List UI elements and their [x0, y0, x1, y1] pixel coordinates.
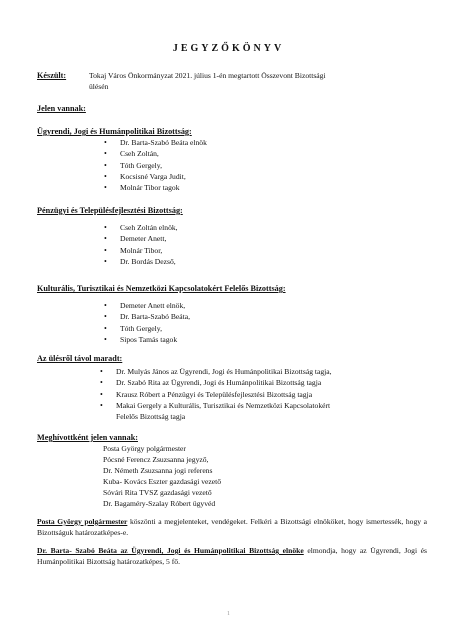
absent-heading: Az ülésről távol maradt: — [37, 354, 123, 363]
member-item: • Cseh Zoltán elnök, — [104, 222, 178, 233]
absent-item: • Krausz Róbert a Pénzügyi és Településfejlesztési Bizottság tagja — [100, 389, 332, 400]
paragraph-quorum — [37, 546, 427, 567]
absent-item: • Dr. Mulyás János az Ügyrendi, Jogi és Humánpolitikai Bizottság tagja, — [100, 366, 332, 377]
invited-item: Kuba- Kovács Eszter gazdasági vezető — [103, 477, 222, 486]
keszult-text-line2: ülésén — [89, 82, 109, 91]
absent-item-continuation: Felelős Bizottság tagja — [116, 412, 186, 422]
member-item: • Dr. Bordás Dezső, — [104, 256, 178, 267]
page-title: JEGYZŐKÖNYV — [172, 43, 285, 54]
member-item: • Dr. Barta-Szabó Beáta, — [104, 311, 190, 322]
paragraph-opening — [37, 517, 427, 538]
keszult-label: Készült: — [37, 71, 67, 80]
member-item: • Tóth Gergely, — [104, 160, 207, 171]
member-item: • Demeter Anett, — [104, 233, 178, 244]
paragraph-text: köszönti a megjelenteket, vendégeket. Felkéri a Bizottsági elnököket, hogy ismertessék, hogy a Bizottságuk határozatképes-e. — [37, 517, 427, 537]
committee-heading: Ügyrendi, Jogi és Humánpolitikai Bizottság: — [37, 127, 192, 136]
keszult-text-line1: Tokaj Város Önkormányzat 2021. július 1-én megtartott Összevont Bizottsági — [89, 71, 326, 80]
speaker-name: Dr. Barta- Szabó Beáta az Ügyrendi, Jogi és Humánpolitikai Bizottság elnöke — [37, 546, 304, 555]
member-item: • Sipos Tamás tagok — [104, 334, 190, 345]
committee-member-list — [104, 300, 190, 345]
absent-item: • Makai Gergely a Kulturális, Turisztikai és Nemzetközi Kapcsolatokért — [100, 400, 332, 411]
speaker-name: Posta György polgármester — [37, 517, 128, 526]
jelen-vannak-heading: Jelen vannak: — [37, 104, 86, 113]
invited-item: Pócsné Ferencz Zsuzsanna jegyző, — [103, 455, 209, 464]
member-item: • Molnár Tibor tagok — [104, 182, 207, 193]
committee-member-list — [104, 137, 207, 193]
member-item: • Kocsisné Varga Judit, — [104, 171, 207, 182]
absent-list — [100, 366, 332, 422]
paragraph-text: elmondja, hogy az Ügyrendi, Jogi és Humánpolitikai Bizottság határozatképes, 5 fő. — [37, 546, 427, 566]
absent-item: • Dr. Szabó Rita az Ügyrendi, Jogi és Humánpolitikai Bizottság tagja — [100, 377, 332, 388]
invited-list — [103, 443, 221, 509]
committee-heading: Pénzügyi és Településfejlesztési Bizottság: — [37, 206, 183, 215]
committee-heading: Kulturális, Turisztikai és Nemzetközi Kapcsolatokért Felelős Bizottság: — [37, 284, 286, 293]
member-item: • Tóth Gergely, — [104, 323, 190, 334]
member-item: • Molnár Tibor, — [104, 245, 178, 256]
invited-item: Sóvári Rita TVSZ gazdasági vezető — [103, 488, 212, 497]
invited-item: Dr. Bagaméry-Szalay Róbert ügyvéd — [103, 499, 216, 508]
member-item: • Cseh Zoltán, — [104, 148, 207, 159]
page-number: 1 — [227, 611, 230, 617]
member-item: • Dr. Barta-Szabó Beáta elnök — [104, 137, 207, 148]
committee-member-list — [104, 222, 178, 267]
member-item: • Demeter Anett elnök, — [104, 300, 190, 311]
invited-item: Dr. Németh Zsuzsanna jogi referens — [103, 466, 213, 475]
invited-heading: Meghívottként jelen vannak: — [37, 433, 138, 442]
invited-item: Posta György polgármester — [103, 444, 186, 453]
